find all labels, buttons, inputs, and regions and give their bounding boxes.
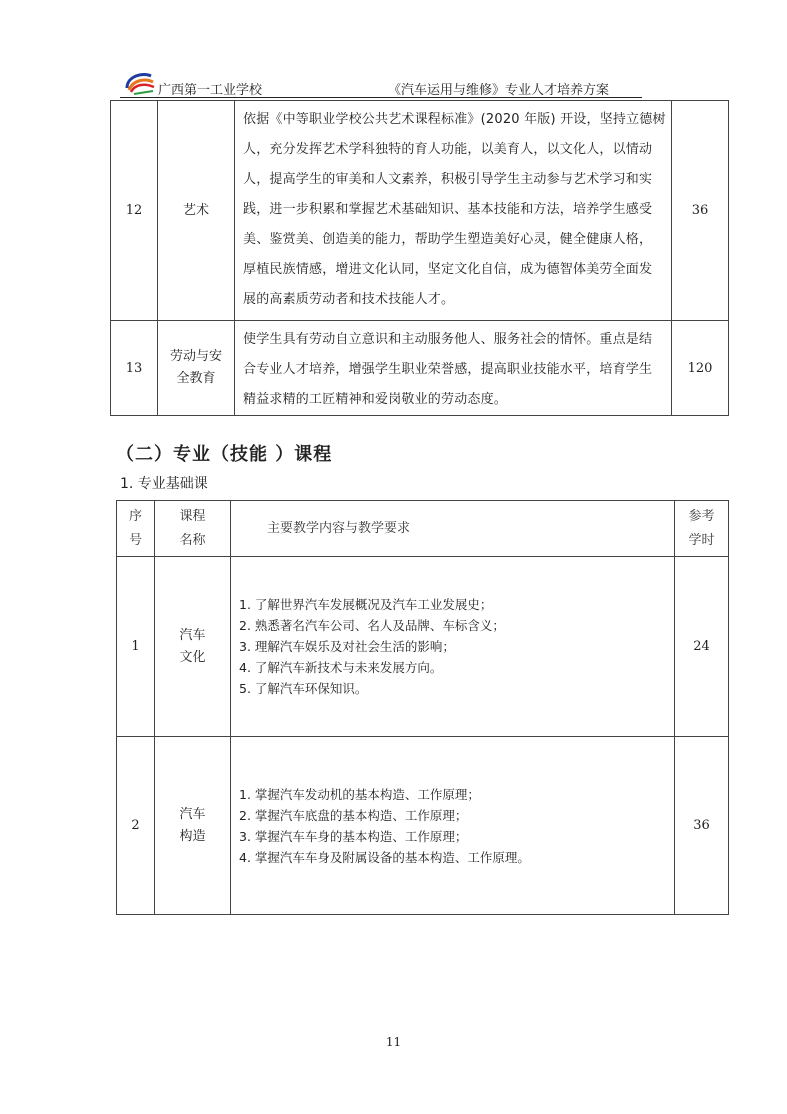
header-hours	[675, 501, 729, 557]
public-course-table	[110, 100, 729, 416]
table-row	[111, 321, 729, 416]
description-line: 展的高素质劳动者和技术技能人才。	[243, 292, 455, 307]
course-hours: 24	[675, 557, 729, 737]
requirement-line: 2. 熟悉著名汽车公司、名人及品牌、车标含义；	[239, 618, 505, 633]
row-number: 1	[117, 557, 155, 737]
description-line: 厚植民族情感，增进文化认同，坚定文化自信，成为德智体美劳全面发	[243, 262, 653, 277]
requirement-line: 4. 了解汽车新技术与未来发展方向。	[239, 660, 443, 675]
course-name-line: 文化	[179, 649, 206, 665]
description-line: 践，进一步积累和掌握艺术基础知识、基本技能和方法，培养学生感受	[243, 202, 653, 217]
header-content: 主要教学内容与教学要求	[231, 501, 675, 557]
page-header	[120, 70, 642, 100]
row-number: 2	[117, 737, 155, 915]
requirement-line: 5. 了解汽车环保知识。	[239, 681, 368, 696]
header-hours-line: 参考	[688, 508, 715, 524]
description-line: 人，提高学生的审美和人文素养，积极引导学生主动参与艺术学习和实	[243, 172, 653, 187]
subsection-title: 1. 专业基础课	[120, 476, 208, 492]
course-name-line: 劳动与安	[169, 349, 222, 364]
course-hours: 36	[672, 101, 729, 321]
header-course-name	[155, 501, 231, 557]
description-line: 合专业人才培养，增强学生职业荣誉感，提高职业技能水平，培育学生	[243, 362, 653, 377]
school-name: 广西第一工业学校	[158, 83, 263, 98]
course-name-line: 构造	[179, 828, 206, 844]
description-line: 依据《中等职业学校公共艺术课程标准》(2020 年版) 开设，坚持立德树	[243, 112, 666, 127]
header-course-name-line: 名称	[179, 532, 206, 548]
header-course-name-line: 课程	[179, 508, 206, 524]
foundation-course-table	[116, 500, 729, 915]
requirement-line: 1. 了解世界汽车发展概况及汽车工业发展史；	[239, 597, 493, 612]
course-description	[235, 101, 672, 321]
course-name-line: 汽车	[179, 627, 206, 643]
header-number-line: 序	[128, 508, 142, 524]
course-name: 艺术	[158, 101, 235, 321]
requirement-line: 4. 掌握汽车车身及附属设备的基本构造、工作原理。	[239, 849, 530, 865]
course-requirements	[231, 557, 675, 737]
page-number: 11	[385, 1035, 402, 1049]
requirement-line: 1. 掌握汽车发动机的基本构造、工作原理；	[239, 786, 480, 802]
description-line: 使学生具有劳动自立意识和主动服务他人、服务社会的情怀。重点是结	[243, 332, 653, 347]
course-name-line: 汽车	[179, 806, 206, 822]
requirement-line: 3. 掌握汽车车身的基本构造、工作原理；	[239, 828, 468, 844]
row-number: 12	[111, 101, 158, 321]
header-divider	[120, 97, 642, 98]
description-line: 美、鉴赏美、创造美的能力，帮助学生塑造美好心灵，健全健康人格，	[243, 232, 653, 247]
description-line: 精益求精的工匠精神和爱岗敬业的劳动态度。	[243, 392, 508, 407]
course-requirements	[231, 737, 675, 915]
description-line: 人，充分发挥艺术学科独特的育人功能，以美育人，以文化人，以情动	[243, 142, 653, 157]
requirement-line: 3. 理解汽车娱乐及对社会生活的影响；	[239, 639, 455, 654]
table-header-row	[117, 501, 729, 557]
school-logo-icon	[123, 70, 157, 96]
course-name	[155, 737, 231, 915]
plan-title: 《汽车运用与维修》专业人才培养方案	[388, 83, 610, 98]
header-number-line: 号	[128, 532, 142, 548]
table-row	[117, 737, 729, 915]
header-hours-line: 学时	[688, 532, 715, 548]
course-description	[235, 321, 672, 416]
table-row	[117, 557, 729, 737]
course-name	[158, 321, 235, 416]
header-number	[117, 501, 155, 557]
section-title: （二）专业（技能 ）课程	[116, 444, 333, 465]
course-name-line: 全教育	[176, 371, 216, 386]
requirement-line: 2. 掌握汽车底盘的基本构造、工作原理；	[239, 807, 468, 823]
row-number: 13	[111, 321, 158, 416]
table-row	[111, 101, 729, 321]
course-hours: 120	[672, 321, 729, 416]
course-hours: 36	[675, 737, 729, 915]
course-name	[155, 557, 231, 737]
